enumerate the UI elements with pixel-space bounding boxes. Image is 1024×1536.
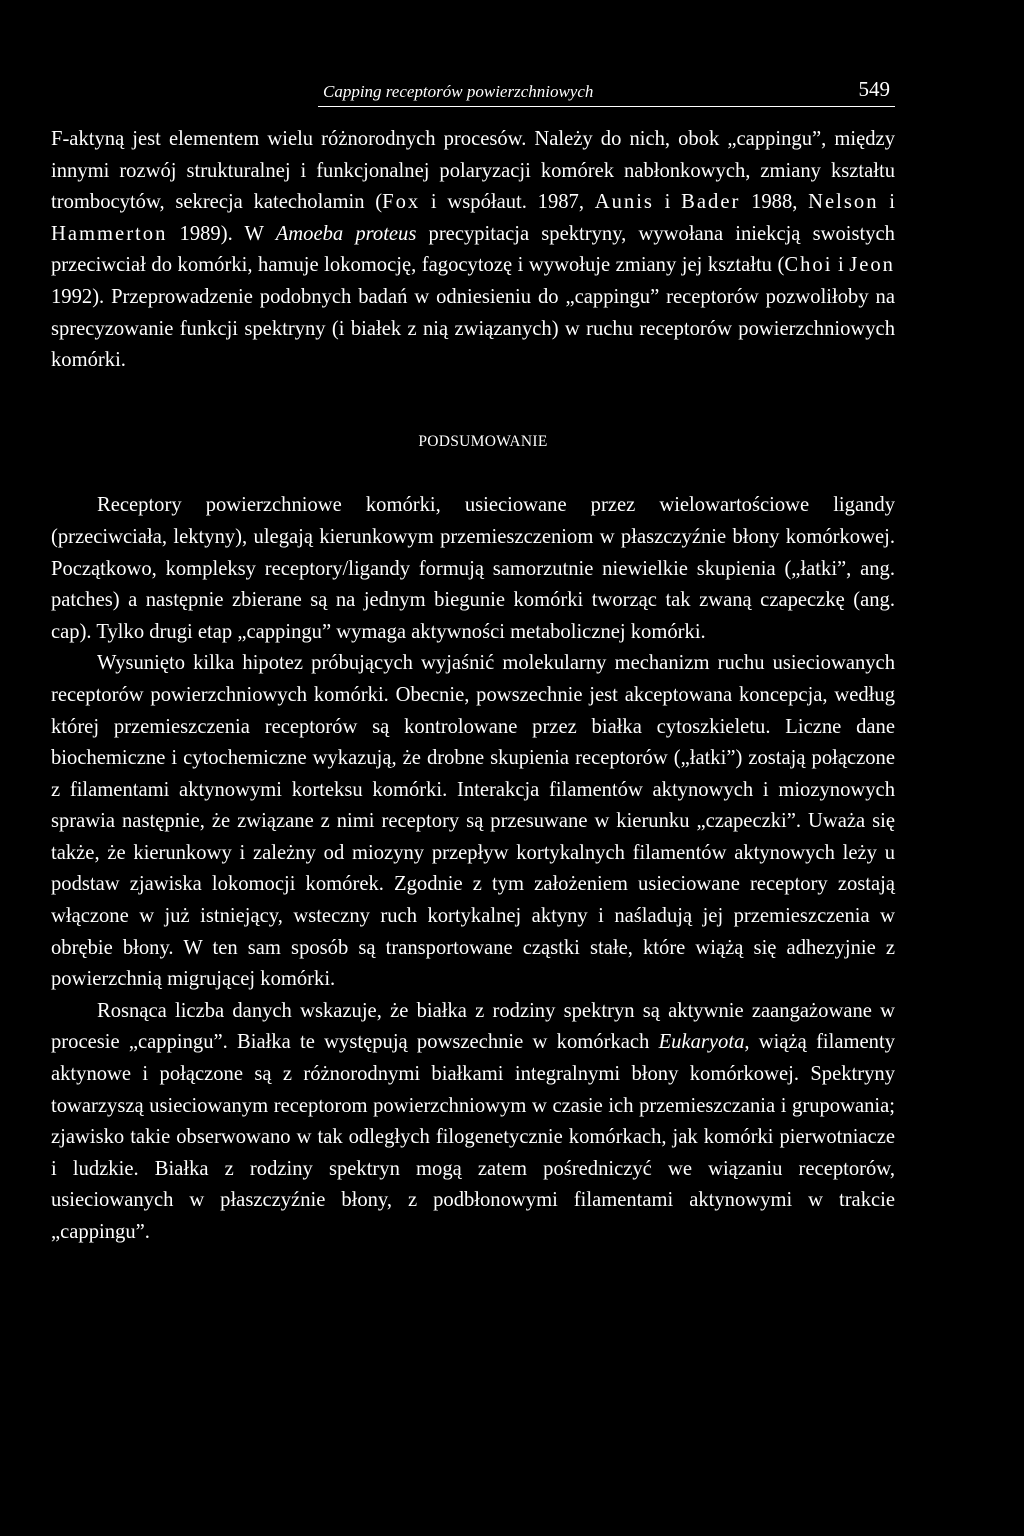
text-run: , wiążą filamenty aktynowe i połączone są z różnorodnymi białkami integralnymi błony komórkowej. Spektryny towarzyszą usieciowanym receptorom powierzchniowym w czasie ich przemieszczania i grupowania; zjawisko takie obserwowano w tak odległych filogenetycznie komórkach, jak komórki pierwotniacze i ludzkie. Białka z rodziny spektryn mogą zatem pośredniczyć we wiązaniu receptorów, usieciowanych w płaszczyźnie błony, z podbłonowymi filamentami aktynowymi w trakcie „cappingu”.: [51, 1031, 895, 1243]
paragraph-2: Receptory powierzchniowe komórki, usieciowane przez wielowartościowe ligandy (przeciwciała, lektyny), ulegają kierunkowym przemieszczeniom w płaszczyźnie błony komórkowej. Początkowo, kompleksy receptory/ligandy formują samorzutnie niewielkie skupienia („łatki”, ang. patches) a następnie zbierane są na jednym biegunie komórki tworząc tak zwaną czapeczkę (ang. cap). Tylko drugi etap „cappingu” wymaga aktywności metabolicznej komórki.: [51, 494, 895, 643]
running-header: [318, 70, 895, 107]
paragraph-1: [51, 124, 895, 377]
text-run: F-aktyną jest elementem wielu różnorodnych procesów. Należy do nich, obok „cappingu”, między innymi rozwój strukturalnej i funkcjonalnej polaryzacji komórek nabłonkowych, zmiany kształtu trombocytów, sekrecja katecholamin (: [51, 128, 895, 214]
text-run: precypitacja spektryny, wywołana iniekcją swoistych przeciwciał do komórki, hamuje lokomocję, fagocytozę i wywołuje zmiany jej kształtu (: [51, 222, 895, 277]
text-run: i: [653, 191, 682, 214]
author-nelson: Nelson: [808, 191, 879, 214]
text-run: 1989). W: [167, 222, 276, 245]
taxon-name: Eukaryota: [658, 1031, 745, 1054]
page-number: 549: [858, 77, 890, 101]
species-name: Amoeba proteus: [275, 222, 417, 245]
author-bader: Bader: [681, 191, 741, 214]
section-heading: PODSUMOWANIE: [418, 432, 548, 450]
text-run: i: [878, 191, 895, 214]
text-run: i współaut. 1987,: [420, 191, 595, 214]
paragraph-4: [51, 996, 895, 1249]
running-title: Capping receptorów powierzchniowych: [323, 82, 594, 101]
author-choi: Choi: [784, 254, 833, 277]
author-aunis: Aunis: [594, 191, 654, 214]
text-run: Rosnąca liczba danych wskazuje, że białka z rodziny spektryn są aktywnie zaangażowane w procesie „cappingu”. Białka te występują powszechnie w komórkach: [51, 999, 895, 1054]
text-run: 1992). Przeprowadzenie podobnych badań w odniesieniu do „cappingu” receptorów pozwoliłoby na sprecyzowanie funkcji spektryny (i białek z nią związanych) w ruchu receptorów powierzchniowych komórki.: [51, 285, 895, 372]
author-hammerton: Hammerton: [51, 222, 168, 245]
author-fox: Fox: [382, 191, 421, 214]
author-jeon: Jeon: [849, 254, 895, 277]
body-text: [51, 124, 895, 1249]
page: [51, 70, 895, 1249]
text-run: 1988,: [740, 191, 809, 214]
text-run: i: [832, 254, 850, 277]
paragraph-3: Wysunięto kilka hipotez próbujących wyjaśnić molekularny mechanizm ruchu usieciowanych receptorów powierzchniowych komórki. Obecnie, powszechnie jest akceptowana koncepcja, według której przemieszczenia receptorów są kontrolowane przez białka cytoszkieletu. Liczne dane biochemiczne i cytochemiczne wykazują, że drobne skupienia receptorów („łatki”) zostają połączone z filamentami aktynowymi korteksu komórki. Interakcja filamentów aktynowych i miozynowych sprawia następnie, że związane z nimi receptory są przesuwane w kierunku „czapeczki”. Uważa się także, że kierunkowy i zależny od miozyny przepływ kortykalnych filamentów aktynowych leży u podstaw zjawiska lokomocji komórek. Zgodnie z tym założeniem usieciowane receptory zostają włączone w już istniejący, wsteczny ruch kortykalnej aktyny i naśladują jej przemieszczenia w obrębie błony. W ten sam sposób są transportowane cząstki stałe, które wiążą się adhezyjnie z powierzchnią migrującej komórki.: [51, 652, 895, 991]
